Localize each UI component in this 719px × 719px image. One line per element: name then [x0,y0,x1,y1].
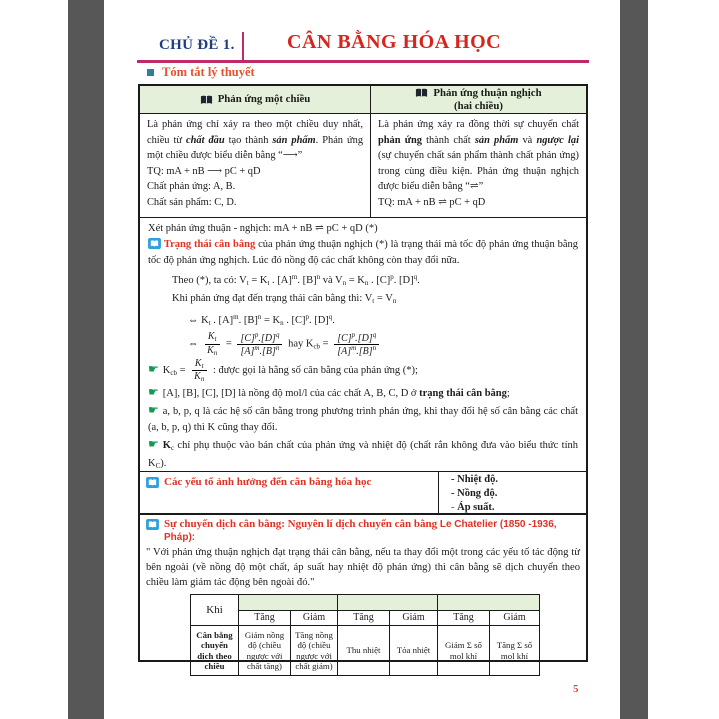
shift-table-body-row [191,626,540,676]
factor-item: - Áp suất. [451,502,495,513]
note-kc [148,436,578,474]
le-chatelier-box [138,513,588,671]
shift-table-group-cell [239,595,338,611]
text-run-bold: chất đầu [186,134,225,146]
note-concentrations-text: [A], [B], [C], [D] là nồng độ mol/l của các chất A, B, C, D ở trạng thái cân bằng; [162,388,510,400]
text-run: và [518,134,537,146]
square-bullet-icon [147,69,154,76]
equilibrium-state-text: của phản ứng thuận nghịch (*) là trạng thái mà tốc độ phản ứng thuận bằng tốc độ phản ứng nghịch. Lúc đó nồng độ các chất không còn thay đổi nữa. [148,239,579,266]
equilibrium-intro: Xét phản ứng thuận - nghịch: mA + nB ⇌ pC + qD (*) [148,223,378,234]
note-concentrations [148,384,578,402]
equilibrium-state-paragraph [148,237,578,269]
shift-cell: Giảm Σ số mol khí [438,626,490,676]
reversible-paragraph [378,117,579,195]
page-number: 5 [573,683,579,695]
text-run: (sự chuyển chất sản phẩm thành chất phản ứng) trong cùng điều kiện. Phản ứng thuận nghịch được biểu diễn bằng “⇌” [378,150,579,193]
shift-cell: Tỏa nhiệt [390,626,438,676]
factors-heading: Các yếu tố ảnh hưởng đến cân bằng hóa học [164,476,372,488]
shift-table-subheader-row [191,611,540,626]
kcb-fraction-formula: ⇔ $\frac{K_t}{K_n}$ = $\frac{[C]^p.[D]^q}{[A]^m.[B]^n}$ hay $K_{cb}$ = $\frac{[C]^p.[D]^q}{[A]^m.[B]^n}$ [148,331,578,358]
subheader-cell: Giảm [390,611,438,626]
text-run: tạo thành [224,134,273,146]
equal-rates-line: Khi phản ứng đạt đến trạng thái cân bằng thì: $V_t = V_n$ [172,293,397,305]
column-header-one-way [140,86,370,113]
text-run-bold: sản phẩm [272,134,316,146]
book-icon [415,88,428,98]
section-heading [147,65,255,80]
subheader-cell: Giảm [291,611,338,626]
shift-table-corner: Khi [191,595,239,626]
reversible-equation: TQ: mA + nB ⇌ pC + qD [378,196,486,208]
text-run: Là phản ứng xảy ra đồng thời sự chuyển chất [378,119,579,130]
reactants-line: Chất phản ứng: A, B. [147,181,236,193]
factors-row [140,472,586,515]
subheader-cell: Tăng [338,611,390,626]
theory-table [138,84,588,517]
note-kc-text: $K_c$ chỉ phụ thuộc vào bản chất của phản ứng và nhiệt độ (chất rắn không đưa vào biểu thức tính $K_C$). [148,440,578,471]
le-chatelier-title-main: Sự chuyển dịch cân bằng: Nguyên lí dịch chuyển cân bằng [164,518,440,530]
header-divider [242,32,244,60]
definitions-row [140,114,586,218]
reversible-definition [370,114,586,217]
note-coefficients [148,402,578,436]
rate-formula: Theo (*), ta có: $V_t = K_t$ . $[A]^m$. $[B]^n$ và $V_n = K_n$ . $[C]^p$. $[D]^q$. [172,273,420,287]
subheader-cell: Giảm [490,611,540,626]
one-way-paragraph [147,117,363,164]
le-chatelier-statement: " Với phản ứng thuận nghịch đạt trạng thái cân bằng, nếu ta thay đổi một trong các yếu tố tác động từ bên ngoài (về nồng độ một chất, áp suất hay nhiệt độ phản ứng) thì cân bằng sẽ dịch chuyển theo chiều làm giảm tác động bên ngoài đó." [146,547,580,588]
column-header-label: Phản ứng thuận nghịch [433,87,542,100]
blue-book-icon [146,519,159,530]
equilibrium-section [140,218,586,472]
factor-item: - Nồng độ. [451,488,498,499]
text-run: thành chất [421,134,475,146]
shift-cell: Tăng nồng độ (chiều ngược với chất giảm) [291,626,338,676]
blue-book-icon [146,477,159,488]
subheader-cell: Tăng [239,611,291,626]
shift-table-group-row [191,595,540,611]
factors-heading-cell [140,472,438,515]
one-way-definition [140,114,370,217]
text-run-bold: phản ứng [378,134,422,146]
one-way-equation: TQ: mA + nB ⟶ pC + qD [147,165,261,177]
shift-cell: Tăng Σ số mol khí [490,626,540,676]
page-title: CÂN BẰNG HÓA HỌC [287,31,502,53]
shift-cell: Giảm nồng độ (chiều ngược với chất tăng) [239,626,291,676]
factors-list [438,472,586,515]
text-run: Là phản ứng chỉ xảy ra theo một chiều duy nhất, chiều từ [147,119,363,146]
shift-table-group-cell [438,595,540,611]
shift-table-group-cell [338,595,438,611]
background-stripe-right [620,0,648,719]
column-header-label: Phản ứng một chiều [217,93,311,106]
shift-cell: Thu nhiệt [338,626,390,676]
subheader-cell: Tăng [438,611,490,626]
le-chatelier-title-name: Le Chatelier (1850 -1936, Pháp): [164,519,557,543]
pointer-hand-icon: ☛ [148,385,159,400]
shift-table-row-label: Cân bằng chuyển dịch theo chiều [191,626,239,676]
rate-equality-formula: ⇔ $K_t$ . $[A]^m$. $[B]^n = K_n$ . $[C]^p$. $[D]^q$. [188,313,335,327]
text-run-bold: sản phẩm [474,134,519,146]
column-header-sublabel: (hai chiều) [454,99,503,112]
text-run: . Phản ứng một chiều được biểu diễn bằng “⟶” [147,134,364,162]
pointer-hand-icon: ☛ [148,362,159,377]
pointer-hand-icon: ☛ [148,437,159,452]
section-heading-label: Tóm tắt lý thuyết [162,65,255,79]
shift-table [190,594,540,676]
equilibrium-state-heading: Trạng thái cân bằng [163,239,256,250]
background-stripe-left [68,0,104,719]
note-coefficients-text: a, b, p, q là các hệ số cân bằng trong phương trình phản ứng, khi thay đổi hệ số cân bằng các chất (a, b, p, q) thì K cũng thay đổi. [148,406,578,434]
column-header-reversible [370,86,586,113]
note-kcb-text: $K_{cb}$ = $\frac{K_t}{K_n}$ : được gọi là hằng số cân bằng của phản ứng (*); [162,357,418,384]
factor-item: - Nhiệt độ. [451,474,498,485]
book-icon [200,95,213,105]
note-kcb [148,358,578,385]
header-rule [137,60,589,63]
le-chatelier-title [146,518,580,544]
products-line: Chất sản phẩm: C, D. [147,196,237,208]
pointer-hand-icon: ☛ [148,403,159,418]
text-run-bold: ngược lại [536,134,579,146]
chapter-label: CHỦ ĐỀ 1. [159,37,235,53]
blue-book-icon [148,238,161,249]
theory-table-header-row [140,86,586,114]
